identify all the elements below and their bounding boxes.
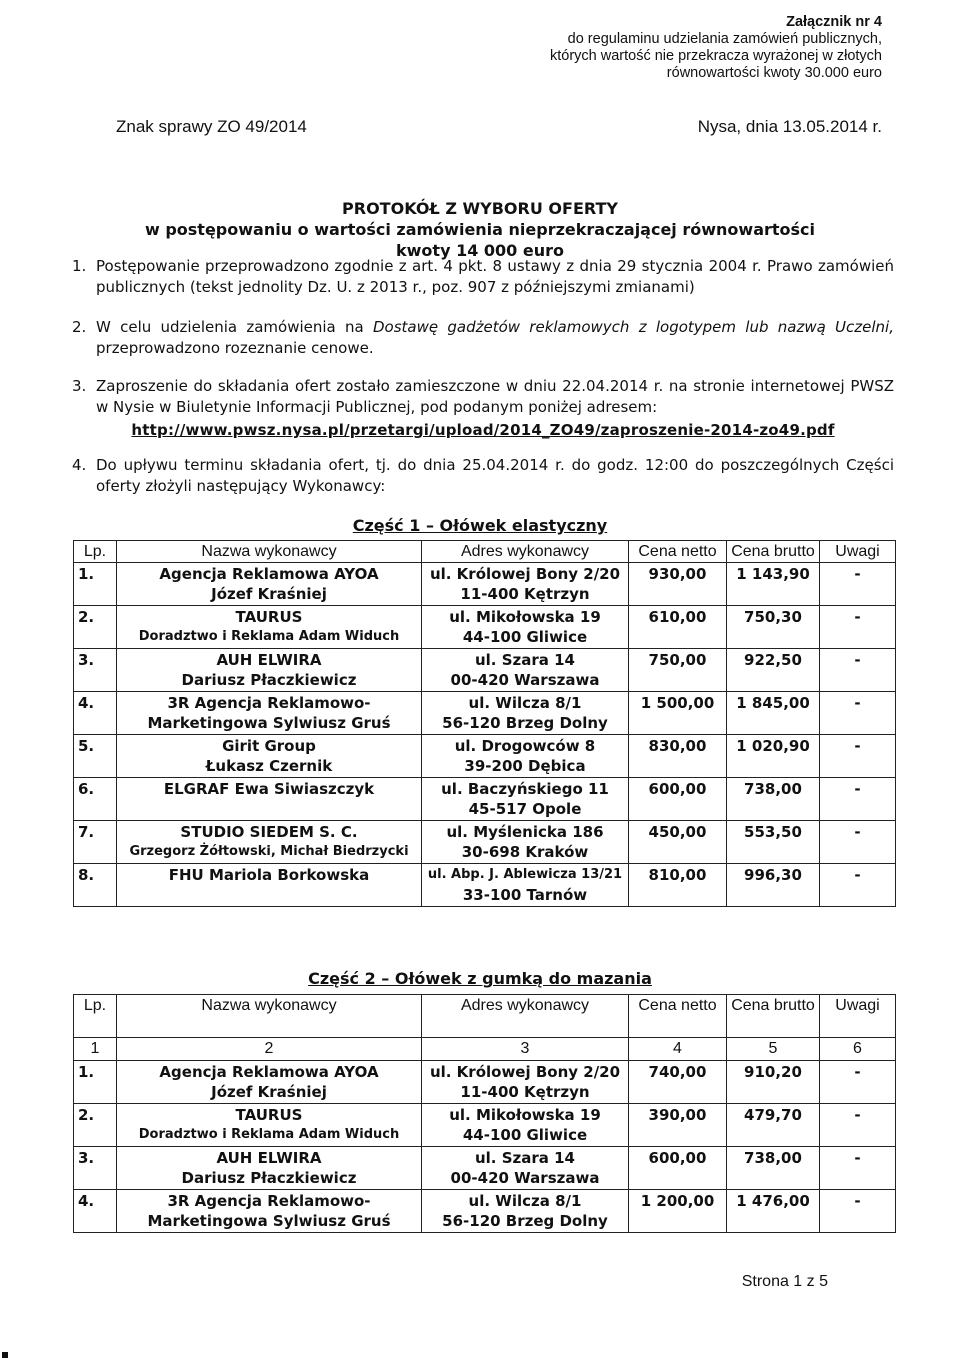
cell-name	[117, 692, 422, 735]
cell-net: 600,00	[629, 1147, 727, 1190]
address-street: ul. Szara 14	[474, 651, 575, 669]
point-text: Postępowanie przeprowadzono zgodnie z art. 4 pkt. 8 ustawy z dnia 29 stycznia 2004 r. Prawo zamówień publicznych (tekst jednolity Dz. U. z 2013 r., poz. 907 z późniejszymi zmianami)	[96, 257, 894, 296]
address-street: ul. Abp. J. Ablewicza 13/21	[427, 867, 623, 882]
col-number: 4	[629, 1038, 727, 1061]
cell-name	[117, 1147, 422, 1190]
cell-lp: 7.	[74, 821, 117, 864]
contractor-name: FHU Mariola Borkowska	[168, 866, 370, 884]
cell-gross: 1 476,00	[727, 1190, 820, 1233]
address-street: ul. Wilcza 8/1	[468, 1192, 582, 1210]
page-number: Strona 1 z 5	[741, 1273, 828, 1290]
address-city: 39-200 Dębica	[464, 757, 586, 775]
cell-name	[117, 606, 422, 649]
cell-address	[422, 1104, 629, 1147]
contractor-name: STUDIO SIEDEM S. C.	[180, 823, 358, 841]
contractor-name: AUH ELWIRA	[216, 651, 322, 669]
col-gross: Cena brutto	[727, 995, 820, 1038]
address-city: 11-400 Kętrzyn	[460, 585, 590, 603]
col-gross: Cena brutto	[727, 541, 820, 563]
cell-net: 740,00	[629, 1061, 727, 1104]
contractor-owner: Marketingowa Sylwiusz Gruś	[147, 1212, 391, 1230]
table-row	[74, 1190, 896, 1233]
col-notes: Uwagi	[820, 995, 896, 1038]
part-1-table	[73, 540, 896, 907]
cell-gross: 1 020,90	[727, 735, 820, 778]
cell-address	[422, 735, 629, 778]
cell-gross: 996,30	[727, 864, 820, 907]
scan-mark	[2, 1352, 8, 1358]
cell-notes: -	[820, 606, 896, 649]
col-number: 3	[422, 1038, 629, 1061]
point-number: 2.	[72, 318, 87, 336]
cell-notes: -	[820, 563, 896, 606]
table-row	[74, 692, 896, 735]
point-number: 1.	[72, 257, 87, 275]
point-4	[72, 455, 894, 497]
address-city: 56-120 Brzeg Dolny	[442, 714, 608, 732]
contractor-name: Girit Group	[222, 737, 316, 755]
cell-notes: -	[820, 735, 896, 778]
cell-gross: 910,20	[727, 1061, 820, 1104]
contractor-name: ELGRAF Ewa Siwiaszczyk	[163, 780, 375, 798]
cell-notes: -	[820, 649, 896, 692]
table-row	[74, 1104, 896, 1147]
col-name: Nazwa wykonawcy	[117, 541, 422, 563]
point-1	[72, 256, 894, 298]
address-city: 00-420 Warszawa	[450, 1169, 600, 1187]
cell-address	[422, 821, 629, 864]
invitation-link[interactable]: http://www.pwsz.nysa.pl/przetargi/upload/2014_ZO49/zaproszenie-2014-zo49.pdf	[131, 421, 835, 439]
table-row	[74, 563, 896, 606]
cell-net: 390,00	[629, 1104, 727, 1147]
cell-name	[117, 821, 422, 864]
contractor-name: 3R Agencja Reklamowo-	[167, 1192, 371, 1210]
point-text: Do upływu terminu składania ofert, tj. do dnia 25.04.2014 r. do godz. 12:00 do poszczególnych Części oferty złożyli następujący Wykonawcy:	[96, 456, 894, 495]
point-text: Zaproszenie do składania ofert zostało zamieszczone w dniu 22.04.2014 r. na stronie internetowej PWSZ w Nysie w Biuletynie Informacji Publicznej, pod podanym poniżej adresem:	[96, 377, 894, 416]
part-2-table	[73, 994, 896, 1233]
cell-name	[117, 563, 422, 606]
address-street: ul. Królowej Bony 2/20	[429, 565, 621, 583]
cell-net: 830,00	[629, 735, 727, 778]
col-number: 6	[820, 1038, 896, 1061]
address-street: ul. Królowej Bony 2/20	[429, 1063, 621, 1081]
annex-line: których wartość nie przekracza wyrażonej w złotych	[549, 48, 882, 64]
table-row	[74, 649, 896, 692]
cell-lp: 6.	[74, 778, 117, 821]
contractor-owner: Grzegorz Żółtowski, Michał Biedrzycki	[129, 844, 409, 859]
col-notes: Uwagi	[820, 541, 896, 563]
case-number: Znak sprawy ZO 49/2014	[116, 117, 307, 136]
point-2	[72, 317, 894, 359]
contractor-owner: Łukasz Czernik	[205, 757, 333, 775]
table-row	[74, 778, 896, 821]
doc-title: PROTOKÓŁ Z WYBORU OFERTY	[342, 199, 618, 218]
col-number: 1	[74, 1038, 117, 1061]
cell-lp: 1.	[74, 563, 117, 606]
table-header	[74, 995, 896, 1038]
col-lp: Lp.	[74, 995, 117, 1038]
cell-net: 1 200,00	[629, 1190, 727, 1233]
cell-address	[422, 1190, 629, 1233]
doc-subtitle: w postępowaniu o wartości zamówienia nieprzekraczającej równowartości	[144, 220, 816, 239]
cell-notes: -	[820, 1190, 896, 1233]
col-net: Cena netto	[629, 995, 727, 1038]
address-city: 33-100 Tarnów	[462, 886, 588, 904]
cell-address	[422, 864, 629, 907]
address-city: 30-698 Kraków	[461, 843, 589, 861]
cell-gross: 738,00	[727, 1147, 820, 1190]
contractor-name: TAURUS	[235, 608, 303, 626]
contractor-name: TAURUS	[235, 1106, 303, 1124]
cell-name	[117, 1061, 422, 1104]
cell-address	[422, 606, 629, 649]
cell-lp: 4.	[74, 692, 117, 735]
cell-lp: 8.	[74, 864, 117, 907]
cell-net: 930,00	[629, 563, 727, 606]
address-street: ul. Mikołowska 19	[449, 608, 601, 626]
address-street: ul. Drogowców 8	[454, 737, 596, 755]
contractor-owner: Doradztwo i Reklama Adam Widuch	[138, 629, 400, 644]
cell-name	[117, 1104, 422, 1147]
column-number-row	[74, 1038, 896, 1061]
cell-gross: 738,00	[727, 778, 820, 821]
table-row	[74, 735, 896, 778]
cell-name	[117, 649, 422, 692]
cell-gross: 1 143,90	[727, 563, 820, 606]
cell-net: 610,00	[629, 606, 727, 649]
contractor-owner: Doradztwo i Reklama Adam Widuch	[138, 1127, 400, 1142]
point-text-part: przeprowadzono rozeznanie cenowe.	[96, 339, 374, 357]
cell-notes: -	[820, 692, 896, 735]
point-number: 3.	[72, 377, 87, 395]
contractor-owner: Józef Kraśniej	[211, 585, 327, 603]
cell-notes: -	[820, 864, 896, 907]
table-row	[74, 1147, 896, 1190]
address-city: 11-400 Kętrzyn	[460, 1083, 590, 1101]
cell-notes: -	[820, 821, 896, 864]
cell-address	[422, 649, 629, 692]
table-header	[74, 541, 896, 563]
address-city: 56-120 Brzeg Dolny	[442, 1212, 608, 1230]
address-street: ul. Szara 14	[474, 1149, 575, 1167]
address-city: 00-420 Warszawa	[450, 671, 600, 689]
cell-lp: 3.	[74, 649, 117, 692]
contractor-name: AUH ELWIRA	[216, 1149, 322, 1167]
subject-of-order: Dostawę gadżetów reklamowych z logotypem lub nazwą Uczelni,	[372, 318, 894, 336]
address-city: 44-100 Gliwice	[462, 1126, 588, 1144]
cell-net: 1 500,00	[629, 692, 727, 735]
col-number: 2	[117, 1038, 422, 1061]
address-city: 44-100 Gliwice	[462, 628, 588, 646]
cell-net: 810,00	[629, 864, 727, 907]
cell-address	[422, 563, 629, 606]
col-number: 5	[727, 1038, 820, 1061]
table-row	[74, 821, 896, 864]
place-date: Nysa, dnia 13.05.2014 r.	[697, 117, 882, 136]
point-text-part: W celu udzielenia zamówienia na	[96, 318, 373, 336]
cell-gross: 479,70	[727, 1104, 820, 1147]
cell-name	[117, 735, 422, 778]
point-3	[72, 376, 894, 441]
cell-address	[422, 778, 629, 821]
contractor-owner: Dariusz Płaczkiewicz	[181, 671, 357, 689]
cell-address	[422, 1061, 629, 1104]
cell-lp: 5.	[74, 735, 117, 778]
address-street: ul. Wilcza 8/1	[468, 694, 582, 712]
contractor-owner: Dariusz Płaczkiewicz	[181, 1169, 357, 1187]
cell-notes: -	[820, 778, 896, 821]
address-city: 45-517 Opole	[468, 800, 582, 818]
cell-name	[117, 1190, 422, 1233]
contractor-name: Agencja Reklamowa AYOA	[159, 1063, 379, 1081]
cell-net: 450,00	[629, 821, 727, 864]
cell-name	[117, 864, 422, 907]
part-1-title: Część 1 – Ołówek elastyczny	[352, 516, 608, 535]
contractor-owner: Józef Kraśniej	[211, 1083, 327, 1101]
cell-lp: 1.	[74, 1061, 117, 1104]
cell-address	[422, 692, 629, 735]
cell-address	[422, 1147, 629, 1190]
col-address: Adres wykonawcy	[422, 541, 629, 563]
cell-notes: -	[820, 1104, 896, 1147]
cell-gross: 922,50	[727, 649, 820, 692]
col-lp: Lp.	[74, 541, 117, 563]
cell-gross: 750,30	[727, 606, 820, 649]
col-name: Nazwa wykonawcy	[117, 995, 422, 1038]
point-text	[96, 317, 894, 359]
cell-gross: 553,50	[727, 821, 820, 864]
annex-note	[462, 14, 882, 82]
table-row	[74, 606, 896, 649]
point-number: 4.	[72, 456, 87, 474]
cell-name	[117, 778, 422, 821]
annex-title: Załącznik nr 4	[786, 14, 882, 30]
cell-net: 600,00	[629, 778, 727, 821]
cell-lp: 3.	[74, 1147, 117, 1190]
contractor-name: 3R Agencja Reklamowo-	[167, 694, 371, 712]
annex-line: równowartości kwoty 30.000 euro	[666, 65, 882, 81]
address-street: ul. Baczyńskiego 11	[441, 780, 609, 798]
part-2-title: Część 2 – Ołówek z gumką do mazania	[308, 969, 652, 988]
address-street: ul. Mikołowska 19	[449, 1106, 601, 1124]
contractor-owner: Marketingowa Sylwiusz Gruś	[147, 714, 391, 732]
cell-lp: 2.	[74, 1104, 117, 1147]
cell-net: 750,00	[629, 649, 727, 692]
table-row	[74, 864, 896, 907]
col-net: Cena netto	[629, 541, 727, 563]
cell-notes: -	[820, 1061, 896, 1104]
col-address: Adres wykonawcy	[422, 995, 629, 1038]
annex-line: do regulaminu udzielania zamówień publicznych,	[567, 31, 882, 47]
cell-gross: 1 845,00	[727, 692, 820, 735]
cell-lp: 2.	[74, 606, 117, 649]
table-row	[74, 1061, 896, 1104]
address-street: ul. Myślenicka 186	[446, 823, 604, 841]
cell-lp: 4.	[74, 1190, 117, 1233]
cell-notes: -	[820, 1147, 896, 1190]
doc-subtitle-amount: kwoty 14 000 euro	[396, 241, 564, 260]
contractor-name: Agencja Reklamowa AYOA	[159, 565, 379, 583]
